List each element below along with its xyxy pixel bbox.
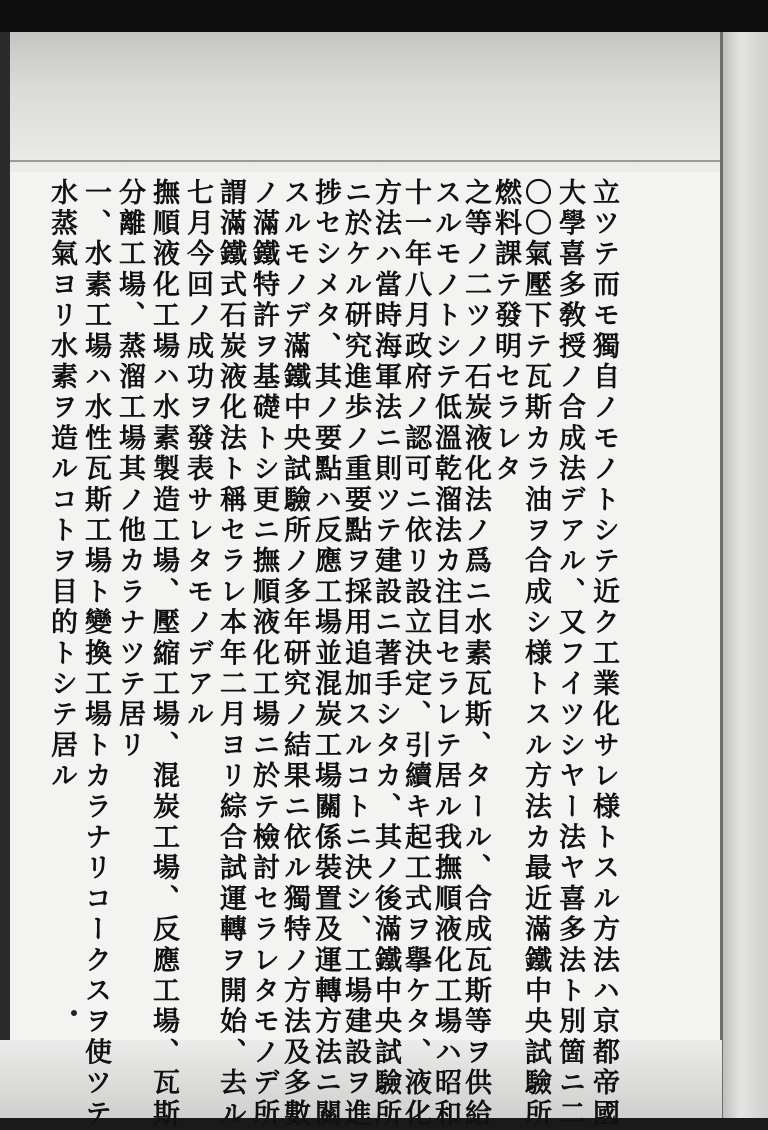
page-fold-edge	[720, 32, 723, 1118]
text-column-17: 一、水素工場ハ水性瓦斯工場ト變換工場トカラナリコークスヲ使ツテ	[80, 178, 111, 1130]
text-column-7: 十一年八月政府ノ認可ニ依リ設立決定、引續キ起工式ヲ擧ケタ、液化	[400, 178, 431, 1130]
text-column-2: 大學喜多敎授ノ合成法デアル、又フイツシヤー法ヤ喜多法ト別箇ニ二	[554, 178, 585, 1130]
page-crease	[0, 160, 722, 162]
text-column-18: 水蒸氣ヨリ水素ヲ造ルコトヲ目的トシテ居ル	[46, 178, 77, 792]
text-column-16: 分離工場、蒸溜工場其ノ他カラナツテ居リ	[114, 178, 145, 762]
text-column-3: 〇〇氣壓下テ瓦斯カラ油ヲ合成シ様トスル方法カ最近滿鐵中央試驗所	[520, 178, 551, 1130]
scanner-border-left	[0, 32, 10, 1118]
page-top-shadow	[0, 32, 722, 172]
page-fold-right	[722, 32, 768, 1118]
text-column-6: スルモノトシテ低溫乾溜法カ注目セラレテ居ル我撫順液化工場ハ昭和	[430, 178, 461, 1130]
text-column-1: 立ツテ而モ獨自ノモノトシテ近ク工業化サレ様トスル方法ハ京都帝國	[588, 178, 619, 1130]
text-column-9: ニ於ケル研究進歩ノ重要點ヲ採用追加スルコトニ決シ、工場建設ヲ進	[340, 178, 371, 1130]
text-column-8: 方法ハ當時海軍法ニ則ツテ建設ニ著手シタカ、其ノ後滿鐵中央試驗所	[370, 178, 401, 1130]
text-column-4: 燃料課テ發明セラレタ	[490, 178, 521, 485]
text-column-11: スルモノデ滿鐵中央試驗所ノ多年研究ノ結果ニ依ル獨特ノ方法及多數	[279, 178, 310, 1130]
text-column-12: ノ滿鐵特許ヲ基礎トシ更ニ撫順液化工場ニ於テ檢討セラレタモノデ所	[248, 178, 279, 1130]
text-column-13: 謂滿鐵式石炭液化法ト稱セラレ本年二月ヨリ綜合試運轉ヲ開始、去ル	[215, 178, 246, 1130]
text-column-15: 撫順液化工場ハ水素製造工場、壓縮工場、混炭工場、反應工場、瓦斯	[148, 178, 179, 1130]
stray-mark	[71, 1010, 77, 1016]
text-column-5: 之等ノ二ツノ石炭液化法ノ爲ニ水素瓦斯、タール、合成瓦斯等ヲ供給	[460, 178, 491, 1130]
scanner-border-top	[0, 0, 768, 32]
text-column-14: 七月今回ノ成功ヲ發表サレタモノデアル	[182, 178, 213, 731]
text-column-10: 捗セシメタ、其ノ要點ハ反應工場並混炭工場關係裝置及運轉方法ニ關	[310, 178, 341, 1130]
